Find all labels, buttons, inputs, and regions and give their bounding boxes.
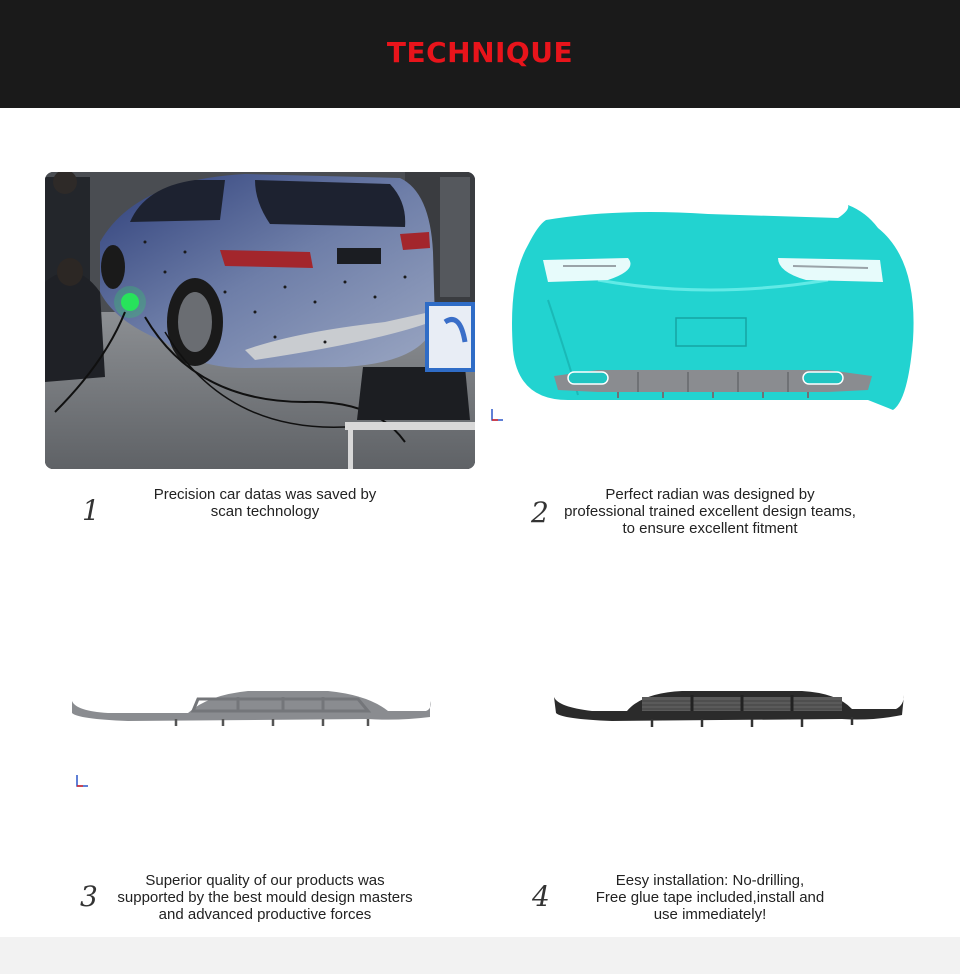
gray-rear-diffuser xyxy=(68,683,434,728)
step-3-number: 3 xyxy=(80,880,98,913)
step-1-text: Precision car datas was saved by scan technology xyxy=(153,486,377,520)
step-4-text: Eesy installation: No-drilling, Free glue tape included,install and use immediately! xyxy=(595,872,825,923)
step-2-number: 2 xyxy=(531,496,549,529)
cyan-3d-scan-render xyxy=(488,200,920,430)
step-4-number: 4 xyxy=(532,880,550,913)
axis-marker-icon-2 xyxy=(75,774,89,788)
step-3-text: Superior quality of our products was supported by the best mould design masters and advanced productive forces xyxy=(117,872,413,923)
step-2-text: Perfect radian was designed by professional trained excellent design teams, to ensure excellent fitment xyxy=(564,486,856,537)
footer-band xyxy=(0,937,960,974)
black-rear-diffuser xyxy=(552,687,906,729)
car-scanning-photo xyxy=(45,172,475,469)
axis-marker-icon xyxy=(490,408,504,422)
step-1-number: 1 xyxy=(82,494,100,527)
page-title: TECHNIQUE xyxy=(386,36,574,69)
page-header xyxy=(0,0,960,108)
